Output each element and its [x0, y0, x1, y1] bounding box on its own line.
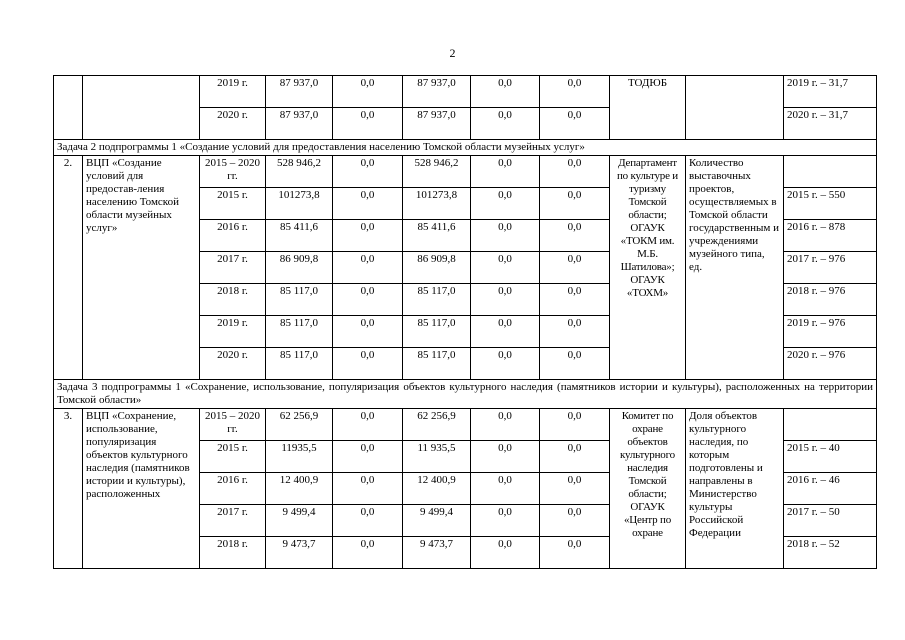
total-cell: 12 400,9 — [266, 473, 333, 505]
num-cell: 2. — [54, 156, 83, 380]
total-cell: 85 117,0 — [266, 348, 333, 380]
federal-cell: 0,0 — [333, 76, 403, 108]
total-cell: 87 937,0 — [266, 76, 333, 108]
target-cell: 2016 г. – 46 — [784, 473, 877, 505]
total-cell: 11935,5 — [266, 441, 333, 473]
executor-cell: ТОДЮБ — [610, 76, 686, 140]
year-cell: 2020 г. — [200, 108, 266, 140]
federal-cell: 0,0 — [333, 505, 403, 537]
target-cell — [784, 156, 877, 188]
regional-cell: 9 473,7 — [403, 537, 471, 569]
target-cell: 2019 г. – 976 — [784, 316, 877, 348]
target-cell: 2019 г. – 31,7 — [784, 76, 877, 108]
local-cell: 0,0 — [471, 108, 540, 140]
year-cell: 2018 г. — [200, 537, 266, 569]
local-cell: 0,0 — [471, 188, 540, 220]
federal-cell: 0,0 — [333, 409, 403, 441]
year-cell: 2016 г. — [200, 473, 266, 505]
task-heading-row — [54, 380, 877, 409]
total-cell: 85 117,0 — [266, 284, 333, 316]
other-cell: 0,0 — [540, 505, 610, 537]
table-row — [54, 76, 877, 108]
executor-cell: Департамент по культуре и туризму Томской области; ОГАУК «ТОКМ им. М.Б. Шатилова»; ОГАУК «ТОХМ» — [610, 156, 686, 380]
year-cell: 2020 г. — [200, 348, 266, 380]
total-cell: 62 256,9 — [266, 409, 333, 441]
regional-cell: 85 117,0 — [403, 316, 471, 348]
regional-cell: 62 256,9 — [403, 409, 471, 441]
local-cell: 0,0 — [471, 316, 540, 348]
year-cell: 2015 – 2020 гг. — [200, 156, 266, 188]
regional-cell: 87 937,0 — [403, 108, 471, 140]
other-cell: 0,0 — [540, 537, 610, 569]
total-cell: 86 909,8 — [266, 252, 333, 284]
federal-cell: 0,0 — [333, 156, 403, 188]
task-3-title: Задача 3 подпрограммы 1 «Сохранение, использование, популяризация объектов культурного наследия (памятников истории и культуры), расположенных на территории Томской области» — [54, 380, 877, 409]
total-cell: 9 499,4 — [266, 505, 333, 537]
local-cell: 0,0 — [471, 348, 540, 380]
year-cell: 2015 г. — [200, 441, 266, 473]
federal-cell: 0,0 — [333, 220, 403, 252]
year-cell: 2017 г. — [200, 505, 266, 537]
regional-cell: 101273,8 — [403, 188, 471, 220]
name-cell — [83, 76, 200, 140]
total-cell: 85 117,0 — [266, 316, 333, 348]
indicator-cell: Количество выставочных проектов, осуществляемых в Томской области государственным и учреждениями музейного типа, ед. — [686, 156, 784, 380]
target-cell — [784, 409, 877, 441]
target-cell: 2016 г. – 878 — [784, 220, 877, 252]
federal-cell: 0,0 — [333, 348, 403, 380]
total-cell: 9 473,7 — [266, 537, 333, 569]
federal-cell: 0,0 — [333, 441, 403, 473]
year-cell: 2018 г. — [200, 284, 266, 316]
target-cell: 2015 г. – 40 — [784, 441, 877, 473]
target-cell: 2018 г. – 976 — [784, 284, 877, 316]
regional-cell: 85 117,0 — [403, 284, 471, 316]
indicator-cell — [686, 76, 784, 140]
federal-cell: 0,0 — [333, 473, 403, 505]
page-number: 2 — [449, 46, 456, 60]
other-cell: 0,0 — [540, 220, 610, 252]
local-cell: 0,0 — [471, 252, 540, 284]
task-heading-row — [54, 140, 877, 156]
total-cell: 101273,8 — [266, 188, 333, 220]
target-cell: 2015 г. – 550 — [784, 188, 877, 220]
target-cell: 2020 г. – 976 — [784, 348, 877, 380]
total-cell: 528 946,2 — [266, 156, 333, 188]
target-cell: 2020 г. – 31,7 — [784, 108, 877, 140]
table-row — [54, 409, 877, 441]
other-cell: 0,0 — [540, 473, 610, 505]
program-table — [53, 75, 877, 569]
local-cell: 0,0 — [471, 505, 540, 537]
other-cell: 0,0 — [540, 409, 610, 441]
year-cell: 2019 г. — [200, 316, 266, 348]
regional-cell: 86 909,8 — [403, 252, 471, 284]
target-cell: 2017 г. – 50 — [784, 505, 877, 537]
table-row — [54, 156, 877, 188]
federal-cell: 0,0 — [333, 316, 403, 348]
year-cell: 2016 г. — [200, 220, 266, 252]
regional-cell: 85 411,6 — [403, 220, 471, 252]
num-cell: 3. — [54, 409, 83, 569]
regional-cell: 528 946,2 — [403, 156, 471, 188]
other-cell: 0,0 — [540, 252, 610, 284]
regional-cell: 11 935,5 — [403, 441, 471, 473]
regional-cell: 9 499,4 — [403, 505, 471, 537]
other-cell: 0,0 — [540, 316, 610, 348]
local-cell: 0,0 — [471, 473, 540, 505]
name-cell: ВЦП «Сохранение, использование, популяризация объектов культурного наследия (памятников истории и культуры), расположенных — [83, 409, 200, 569]
regional-cell: 12 400,9 — [403, 473, 471, 505]
other-cell: 0,0 — [540, 441, 610, 473]
num-cell — [54, 76, 83, 140]
other-cell: 0,0 — [540, 284, 610, 316]
executor-cell: Комитет по охране объектов культурного наследия Томской области; ОГАУК «Центр по охране — [610, 409, 686, 569]
regional-cell: 85 117,0 — [403, 348, 471, 380]
target-cell: 2017 г. – 976 — [784, 252, 877, 284]
local-cell: 0,0 — [471, 409, 540, 441]
regional-cell: 87 937,0 — [403, 76, 471, 108]
local-cell: 0,0 — [471, 220, 540, 252]
federal-cell: 0,0 — [333, 108, 403, 140]
target-cell: 2018 г. – 52 — [784, 537, 877, 569]
other-cell: 0,0 — [540, 76, 610, 108]
total-cell: 85 411,6 — [266, 220, 333, 252]
local-cell: 0,0 — [471, 156, 540, 188]
total-cell: 87 937,0 — [266, 108, 333, 140]
federal-cell: 0,0 — [333, 252, 403, 284]
other-cell: 0,0 — [540, 108, 610, 140]
year-cell: 2015 г. — [200, 188, 266, 220]
local-cell: 0,0 — [471, 76, 540, 108]
federal-cell: 0,0 — [333, 537, 403, 569]
year-cell: 2015 – 2020 гг. — [200, 409, 266, 441]
federal-cell: 0,0 — [333, 284, 403, 316]
year-cell: 2019 г. — [200, 76, 266, 108]
other-cell: 0,0 — [540, 156, 610, 188]
indicator-cell: Доля объектов культурного наследия, по которым подготовлены и направлены в Министерство культуры Российской Федерации — [686, 409, 784, 569]
local-cell: 0,0 — [471, 537, 540, 569]
task-2-title: Задача 2 подпрограммы 1 «Создание условий для предоставления населению Томской области музейных услуг» — [54, 140, 877, 156]
local-cell: 0,0 — [471, 441, 540, 473]
other-cell: 0,0 — [540, 348, 610, 380]
other-cell: 0,0 — [540, 188, 610, 220]
federal-cell: 0,0 — [333, 188, 403, 220]
local-cell: 0,0 — [471, 284, 540, 316]
name-cell: ВЦП «Создание условий для предостав-ления населению Томской области музейных услуг» — [83, 156, 200, 380]
year-cell: 2017 г. — [200, 252, 266, 284]
